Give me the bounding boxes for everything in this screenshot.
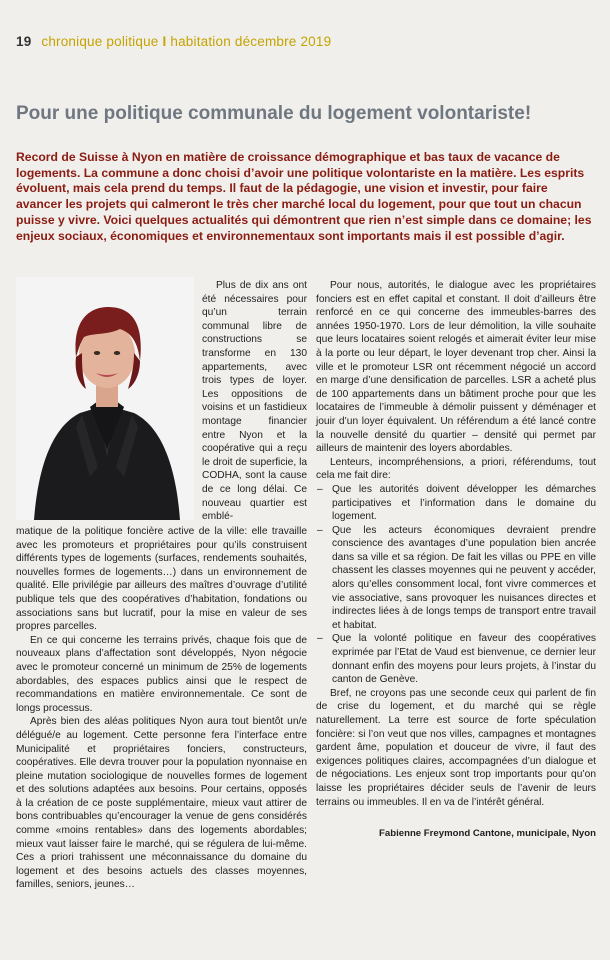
lead-paragraph: Record de Suisse à Nyon en matière de croissance démographique et bas taux de vacance de logements. La commune a donc choisi d’avoir une politique volontariste en la matière. Les esprits évoluent, mais cela prend du temps. Il faut de la pédagogie, une vision et investir, pour faire avancer les projets qui calmeront le très cher marché local du logement, pour que tout un chacun puisse y vivre. Voici quelques actualités qui démontrent que rien n’est simple dans ce domaine; les enjeux sociaux, économiques et environnementaux sont importants mais il est possible d’agir. <box>16 150 592 243</box>
bullet-dash: – <box>317 633 323 645</box>
list-item-text: Que la volonté politique en faveur des coopératives exprimée par l’Etat de Vaud est bienvenue, ce dernier leur donnant enfin des moyens pour leurs projets, à l’instar du canton de Genève. <box>332 633 596 686</box>
header-separator: I <box>162 34 167 49</box>
author-signature: Fabienne Freymond Cantone, municipale, Nyon <box>379 828 596 839</box>
list-item-text: Que les autorités doivent développer les démarches participatives et l’information dans le domaine du logement. <box>332 483 596 523</box>
bullet-dash: – <box>317 483 323 495</box>
bullet-dash: – <box>317 524 323 536</box>
article-lead <box>16 150 596 244</box>
paragraph: Après bien des aléas politiques Nyon aura tout bientôt un/e délégué/e au logement. Cette personne fera l’interface entre Municipalité et propriétaires fonciers, constructeurs, coopératives. Elle devra trouver pour la population nyonnaise en pleine mutation sociologique de nouvelles formes de logement et des solutions adaptées aux besoins. Pour certains, opposés à la création de ce poste supplémentaire, mieux vaut attirer de bons contribuables qu’encourager la venue de gens considérés comme «moins rentables» dans des logements abordables; mieux vaut laisser faire le marché, qui se régulera de lui-même. Ces a priori trahissent une méconnaissance du domaine du logement et des besoins actuels des classes moyennes, familles, seniors, jeunes… <box>16 716 307 891</box>
list-item <box>316 524 596 633</box>
paragraph: Bref, ne croyons pas une seconde ceux qui parlent de fin de crise du logement, et du marché qui se règle naturellement. La terre est source de forte spéculation foncière: si l’on veut que nos villes, campagnes et montagnes gardent âme, population et douceur de vivre, il faut des exigences politiques claires, accompagnées d’un dialogue et de négociations. Les enjeux sont trop importants pour qu’on laisse les propriétaires décider seuls de l’avenir de leurs terrains ou immeubles. Il en va de l’intérêt général. <box>316 687 596 808</box>
paragraph: Plus de dix ans ont été nécessaires pour qu’un terrain communal libre de constructions se transforme en 130 appartements, avec trois types de loyer. Les oppositions de voisins et un fastidieux montage financier entre Nyon et la coopérative qui a reçu le droit de superficie, la CODHA, sont la cause de ce long délai. Ce nouveau quartier est emblé- <box>202 280 307 523</box>
list-item-text: Que les acteurs économiques devraient prendre conscience des avantages d’une population bien ancrée dans sa ville et sa région. De fait les villas ou PPE en ville chassent les classes moyennes qui ne peuvent y accéder, alors qu’elles consomment local, font vivre commerces et vie associative, sans provoquer les nuisances directes et indirectes liées à de longs temps de transport entre travail et habitat. <box>332 524 596 631</box>
paragraph: Pour nous, autorités, le dialogue avec les propriétaires fonciers est en effet capital et constant. Il doit d’ailleurs être renforcé en ce qui concerne des immeubles-barres des années 1950-1970. Lors de leur démolition, la ville souhaite que leurs locataires soient relogés et aimerait éviter leur mise à la porte ou leur départ, le loyer devenant trop cher. Ainsi la ville et le promoteur LSR ont récemment négocié un accord en marge d’une densification de parcelles. LSR a acheté plus de 100 appartements dans un bâtiment proche pour que les locataires de l’immeuble à démolir puissent y déménager et jouir d’un loyer équivalent. Un référendum a été lancé contre la nouvelle densité du quartier – densité qui permet par ailleurs de maintenir des loyers abordables. <box>316 280 596 455</box>
right-column <box>316 279 596 809</box>
author-portrait-photo <box>16 277 194 520</box>
article-title: Pour une politique communale du logement volontariste! <box>16 103 532 124</box>
bullet-list <box>316 483 596 687</box>
left-column-bottom <box>16 525 307 892</box>
left-column-top <box>202 279 307 524</box>
paragraph: Lenteurs, incompréhensions, a priori, référendums, tout cela me fait dire: <box>316 456 596 482</box>
page-header <box>16 34 331 49</box>
portrait-illustration <box>16 277 194 520</box>
section-label: chronique politique <box>41 34 159 49</box>
page-number: 19 <box>16 34 32 49</box>
paragraph: matique de la politique foncière active de la ville: elle travaille avec les promoteurs et propriétaires pour qu’ils construisent différents types de logements (surfaces, rendements souhaités, nouvelles formes de logements…) dans un environnement de qualité. Elle privilégie par ailleurs des maîtres d’ouvrage d’utilité publique tels que des coopératives d’habitation, fondations ou associations sans but lucratif, pour la mise en valeur de ses propres parcelles. <box>16 526 307 633</box>
list-item <box>316 483 596 524</box>
subsection-label: habitation décembre 2019 <box>170 34 332 49</box>
paragraph: En ce qui concerne les terrains privés, chaque fois que de nouveaux plans d’affectation sont développés, Nyon négocie avec le promoteur concerné un minimum de 25% de logements abordables, des espaces publics ainsi que le respect de recommandations en matière environnementale. Ce sont de longs processus. <box>16 634 307 714</box>
list-item <box>316 632 596 686</box>
